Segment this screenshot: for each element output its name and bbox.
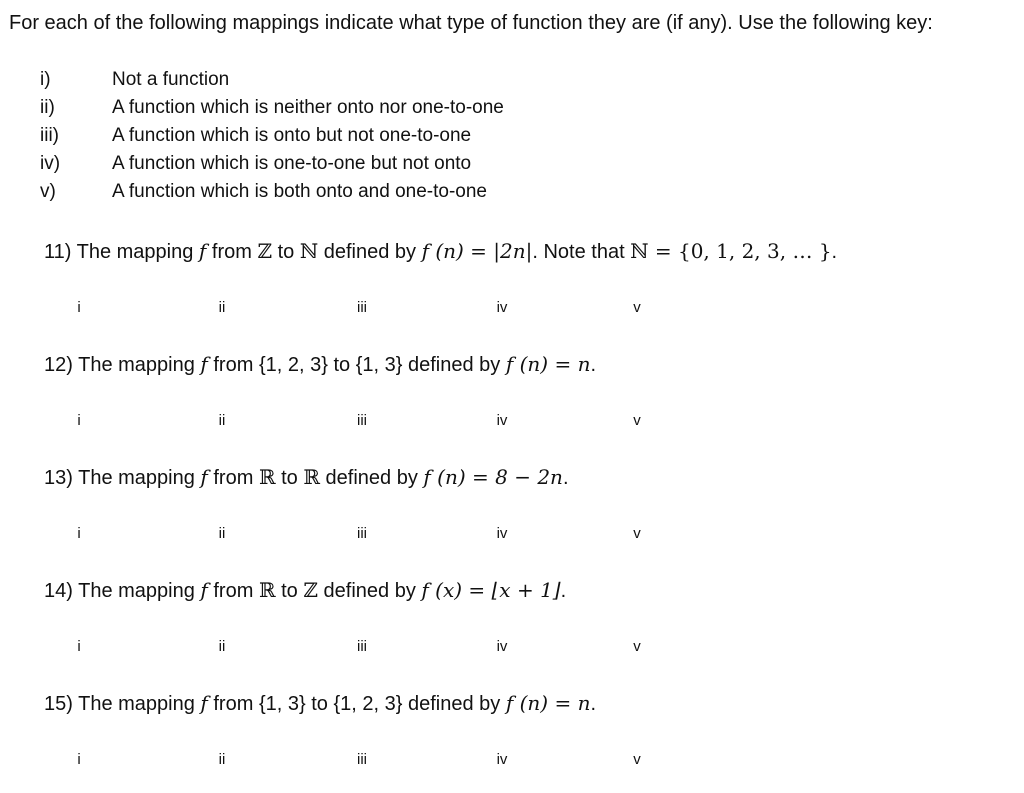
option-iv[interactable]: iv xyxy=(496,751,508,768)
option-iv[interactable]: iv xyxy=(496,299,508,316)
question-text: to xyxy=(327,354,356,376)
codomain-set: {1, 2, 3} xyxy=(333,693,403,715)
question-text: to xyxy=(305,693,334,715)
function-formula: f (n) = n xyxy=(505,691,591,715)
key-number: v) xyxy=(40,181,56,202)
question-prefix: 13) The mapping xyxy=(44,467,201,489)
question-text: to xyxy=(275,580,304,602)
function-formula: f (n) = n xyxy=(505,352,591,376)
question-prefix: 14) The mapping xyxy=(44,580,201,602)
key-number: i) xyxy=(40,69,51,90)
question-text: . xyxy=(590,693,597,715)
option-iii[interactable]: iii xyxy=(357,525,367,542)
question-text: defined by xyxy=(402,354,506,376)
key-number: iv) xyxy=(40,153,61,174)
codomain-set: ℝ xyxy=(303,465,320,489)
question-text: from xyxy=(207,693,259,715)
question-text: . xyxy=(590,354,597,376)
question-text: . xyxy=(560,580,567,602)
key-number: iii) xyxy=(40,125,59,146)
question-prefix: 12) The mapping xyxy=(44,354,201,376)
question-text: . xyxy=(562,467,569,489)
question-text: from xyxy=(207,580,259,602)
question-prefix: 15) The mapping xyxy=(44,693,201,715)
domain-set: {1, 3} xyxy=(258,693,306,715)
option-iii[interactable]: iii xyxy=(357,412,367,429)
option-iii[interactable]: iii xyxy=(357,299,367,316)
codomain-set: ℕ xyxy=(299,239,319,263)
function-symbol: f xyxy=(200,578,208,602)
option-i[interactable]: i xyxy=(77,299,81,316)
key-description: A function which is one-to-one but not onto xyxy=(112,153,472,174)
option-i[interactable]: i xyxy=(77,525,81,542)
question-prefix: 11) The mapping xyxy=(44,241,199,263)
option-v[interactable]: v xyxy=(633,412,641,429)
option-v[interactable]: v xyxy=(633,525,641,542)
question-text: defined by xyxy=(317,580,422,602)
question-text: to xyxy=(272,241,300,263)
option-v[interactable]: v xyxy=(633,751,641,768)
option-iv[interactable]: iv xyxy=(496,412,508,429)
option-ii[interactable]: ii xyxy=(218,412,226,429)
function-symbol: f xyxy=(200,465,208,489)
key-description: A function which is both onto and one-to-one xyxy=(112,181,487,202)
question-text: defined by xyxy=(318,241,422,263)
option-ii[interactable]: ii xyxy=(218,751,226,768)
question-text: to xyxy=(275,467,304,489)
option-v[interactable]: v xyxy=(633,299,641,316)
option-iv[interactable]: iv xyxy=(496,638,508,655)
function-symbol: f xyxy=(198,239,207,263)
question-text: from xyxy=(206,241,258,263)
question-13 xyxy=(44,465,569,490)
function-symbol: f xyxy=(200,691,208,715)
option-ii[interactable]: ii xyxy=(218,525,226,542)
question-text: defined by xyxy=(319,467,424,489)
key-description: Not a function xyxy=(112,69,230,90)
option-ii[interactable]: ii xyxy=(218,638,226,655)
key-description: A function which is onto but not one-to-one xyxy=(112,125,472,146)
option-i[interactable]: i xyxy=(77,412,81,429)
question-15 xyxy=(44,691,596,716)
option-iv[interactable]: iv xyxy=(496,525,508,542)
codomain-set: {1, 3} xyxy=(355,354,403,376)
question-text: from xyxy=(207,467,259,489)
option-iii[interactable]: iii xyxy=(357,751,367,768)
key-number: ii) xyxy=(40,97,55,118)
question-text: . xyxy=(831,241,838,263)
function-symbol: f xyxy=(200,352,208,376)
option-ii[interactable]: ii xyxy=(218,299,226,316)
question-text: . Note that xyxy=(532,241,631,263)
question-12 xyxy=(44,352,596,377)
question-text: from xyxy=(207,354,259,376)
function-formula: f (x) = ⌊x + 1⌋ xyxy=(421,578,561,602)
intro-text: For each of the following mappings indicate what type of function they are (if any). Use the following key: xyxy=(9,12,933,34)
option-i[interactable]: i xyxy=(77,751,81,768)
question-11 xyxy=(44,239,837,264)
domain-set: {1, 2, 3} xyxy=(258,354,328,376)
note-set: ℕ = {0, 1, 2, 3, … } xyxy=(630,239,832,263)
key-description: A function which is neither onto nor one-to-one xyxy=(112,97,504,118)
question-text: defined by xyxy=(402,693,506,715)
domain-set: ℝ xyxy=(258,578,276,602)
question-14 xyxy=(44,578,566,603)
option-v[interactable]: v xyxy=(633,638,641,655)
option-i[interactable]: i xyxy=(77,638,81,655)
function-formula: f (n) = 8 − 2n xyxy=(423,465,563,489)
function-formula: f (n) = |2n| xyxy=(421,239,533,263)
option-iii[interactable]: iii xyxy=(357,638,367,655)
domain-set: ℤ xyxy=(257,239,273,263)
domain-set: ℝ xyxy=(258,465,276,489)
codomain-set: ℤ xyxy=(303,578,318,602)
